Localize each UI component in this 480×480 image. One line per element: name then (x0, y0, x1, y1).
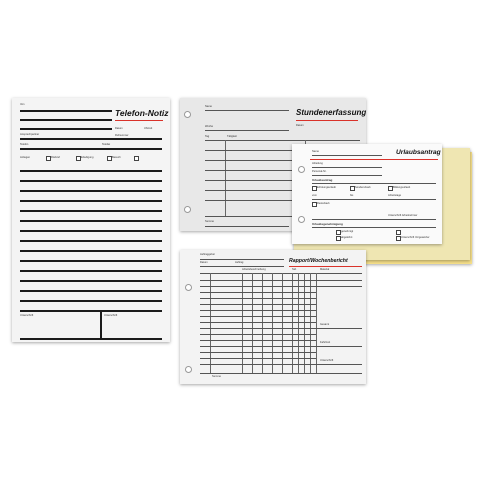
punch-hole-bottom (298, 216, 305, 223)
checkbox-extra (134, 156, 139, 161)
label-summe: Summe (205, 220, 214, 223)
rule-15 (20, 310, 162, 312)
table-top (205, 140, 360, 141)
label-abteilung: Abteilung (312, 162, 323, 165)
label-telefon: Telefon (20, 143, 29, 146)
stundenerfassung-title: Stundenerfassung (296, 108, 367, 117)
rule-4 (20, 200, 162, 202)
rule-telefon (20, 148, 162, 150)
punch-hole-top (298, 166, 305, 173)
label-unterschrift-rechts: Unterschrift (104, 314, 118, 317)
telefon-notiz-title: Telefon-Notiz (115, 108, 169, 118)
rule-7 (20, 230, 162, 232)
label-rueckruf: Rückruf (51, 156, 60, 159)
label-unterschrift-links: Unterschrift (20, 314, 34, 317)
rule-3 (20, 190, 162, 192)
rule-name (312, 155, 382, 156)
rule-header-2 (200, 266, 284, 267)
rule-12 (20, 280, 162, 282)
label-datum: Datum (296, 124, 304, 127)
label-stunden: Std. (292, 268, 297, 271)
label-genehmigt: genehmigt (341, 230, 354, 233)
label-summe: Summe (212, 375, 221, 378)
punch-hole-bottom (185, 366, 192, 373)
label-uhrzeit: Uhrzeit (144, 127, 153, 130)
urlaubsantrag-form (292, 144, 442, 244)
label-name: Name (312, 150, 319, 153)
section-1-rule (312, 183, 436, 184)
label-fahrtzeit: Fahrtzeit (320, 341, 331, 344)
telefon-notiz-form (12, 98, 170, 342)
label-vom: vom (312, 194, 317, 197)
rule-von-2 (20, 119, 112, 121)
rule-9 (20, 250, 162, 252)
label-datum: Datum (115, 127, 123, 130)
rule-signature-an (312, 219, 436, 220)
rule-2 (20, 180, 162, 182)
rule-5 (20, 210, 162, 212)
rule-6 (20, 220, 162, 222)
label-abgelehnt: abgelehnt (341, 236, 353, 239)
label-unterschrift: Unterschrift (320, 359, 334, 362)
label-bildungsurlaub: Bildungsurlaub (393, 186, 411, 189)
col-1 (225, 140, 226, 216)
checkbox-extra-1 (396, 230, 401, 235)
label-gesamt: Gesamt (320, 323, 330, 326)
label-material: Material (320, 268, 330, 271)
punch-hole-top (184, 111, 191, 118)
rule-1 (20, 170, 162, 172)
section-urlaubsantrag: Urlaubsantrag (312, 178, 333, 182)
label-tag: Tag (205, 135, 210, 138)
rule-8 (20, 240, 162, 242)
section-urlaubsgenehmigung: Urlaubsgenehmigung (312, 222, 343, 226)
label-rufnummer: Rufnummer (115, 134, 129, 137)
label-unterschrift-an: Unterschrift Arbeitnehmer (388, 214, 418, 217)
label-anliegen: Anliegen (20, 156, 31, 159)
rule-von (20, 110, 112, 112)
rapport-title: Rapport/Wochenbericht (289, 258, 348, 264)
label-taetigkeit: Tätigkeit (227, 135, 237, 138)
rapport-form (180, 250, 366, 384)
signature-bottom-rule (20, 338, 162, 340)
label-woche: Woche (205, 125, 214, 128)
rule-dates (312, 199, 436, 200)
title-underline (296, 120, 358, 121)
rule-name (20, 128, 112, 130)
rule-woche (205, 130, 289, 131)
label-ansprechpartner: Ansprechpartner (20, 133, 40, 136)
col-k (316, 273, 317, 373)
title-underline (289, 266, 362, 267)
title-underline (115, 120, 163, 121)
label-vorgesetzter: Unterschrift Vorgesetzter (401, 236, 430, 239)
title-underline (310, 159, 438, 160)
rule-13 (20, 290, 162, 292)
rule-ansprechpartner (20, 138, 162, 140)
rule-11 (20, 270, 162, 272)
rule-auftraggeber (200, 259, 284, 260)
section-2-rule (312, 227, 436, 228)
rule-personalnr (312, 175, 382, 176)
signature-divider (100, 310, 102, 340)
label-von: Von (20, 103, 25, 106)
label-resturlaub: Resturlaub (317, 202, 330, 205)
label-telefax: Telefax (102, 143, 111, 146)
rule-summe (205, 226, 289, 227)
rule-name (205, 110, 289, 111)
label-personalnr: Personal-Nr. (312, 170, 327, 173)
rule-10 (20, 260, 162, 262)
rule-14 (20, 300, 162, 302)
label-arbeitsbeschreibung: Arbeitsbeschreibung (242, 268, 266, 271)
table-top (200, 273, 362, 274)
punch-hole-top (185, 284, 192, 291)
table-bottom (200, 373, 362, 374)
label-erholungsurlaub: Erholungsurlaub (317, 186, 336, 189)
label-auftrag: Auftrag (235, 261, 244, 264)
rule-abteilung (312, 167, 382, 168)
label-bis: bis (350, 194, 354, 197)
label-besuch: Besuch (112, 156, 121, 159)
label-datum: Datum (200, 261, 208, 264)
label-erledigung: Erledigung (81, 156, 94, 159)
label-name: Name (205, 105, 212, 108)
urlaubsantrag-title: Urlaubsantrag (396, 149, 441, 156)
label-sonderurlaub: Sonderurlaub (355, 186, 371, 189)
label-auftraggeber: Auftraggeber (200, 253, 215, 256)
label-arbeitstage: Arbeitstage (388, 194, 402, 197)
punch-hole-bottom (184, 206, 191, 213)
